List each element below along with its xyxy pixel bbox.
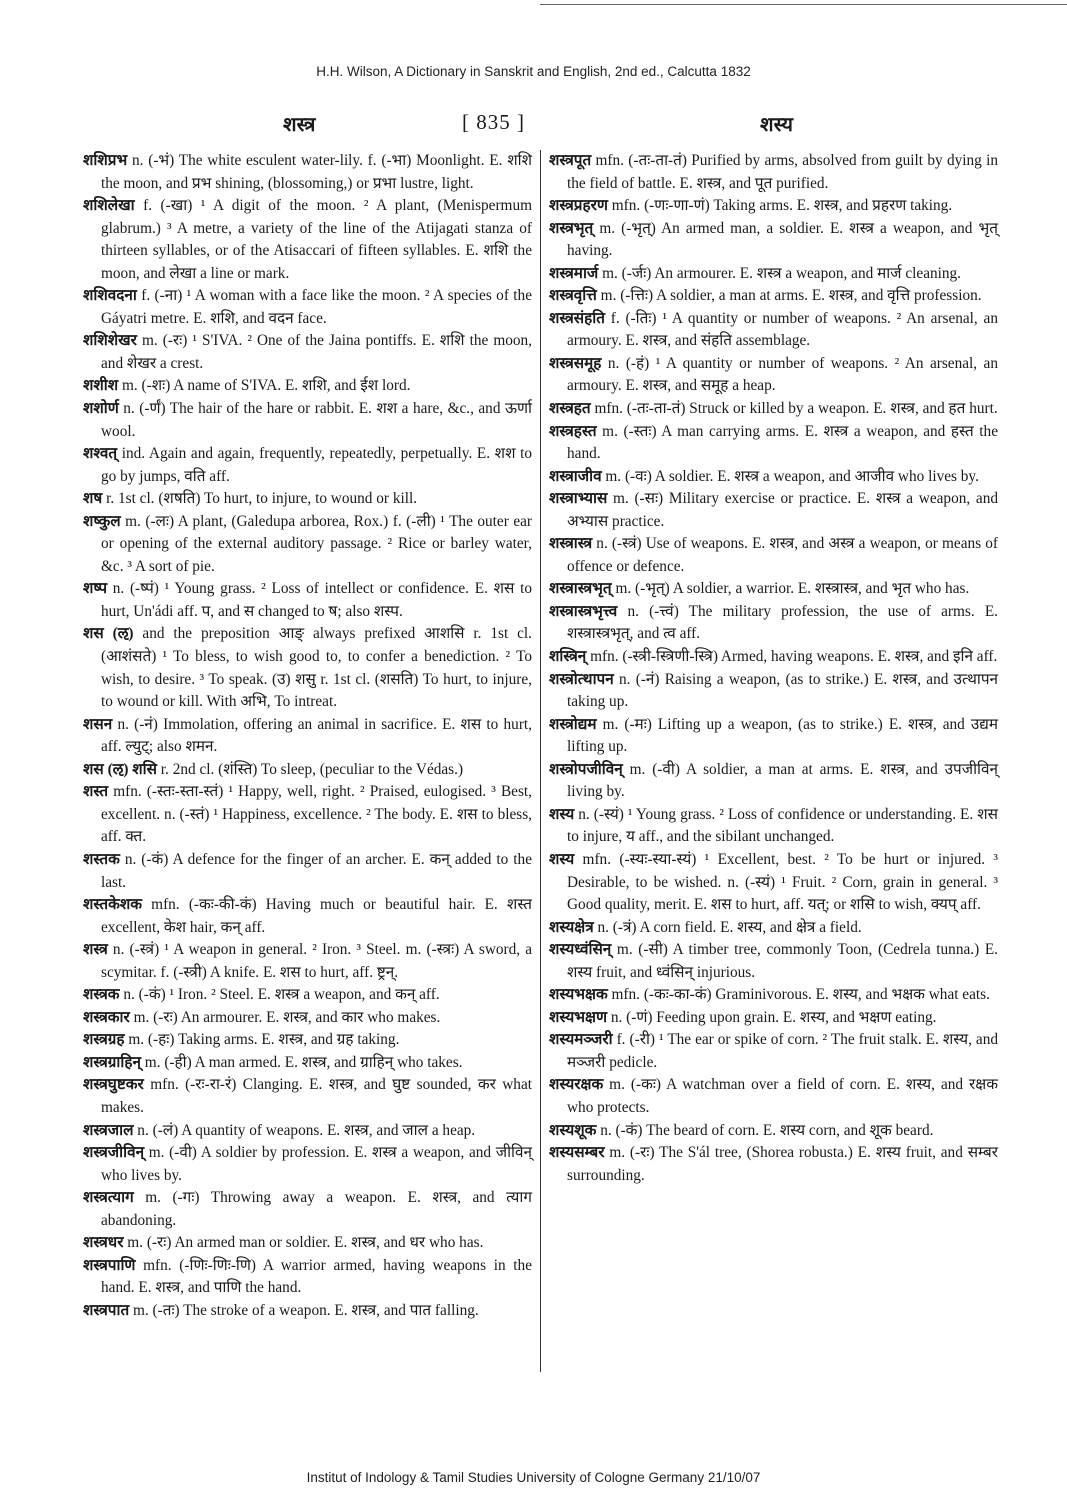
entry-definition: m. (-वः) A soldier. E. शस्त्र a weapon, and आजीव who lives by.	[601, 467, 979, 485]
right-column	[549, 150, 998, 1187]
entry-definition: n. (-स्यं) ¹ Young grass. ² Loss of confidence or understanding. E. शस to injure, य aff., and the sibilant unchanged.	[567, 805, 998, 846]
dictionary-entry	[83, 1007, 532, 1030]
entry-headword: शस्यक्षेत्र	[549, 918, 594, 936]
running-head-right: शस्य	[760, 114, 793, 136]
entry-headword: शस्त्रपाणि	[83, 1256, 136, 1274]
entry-headword: शस्तकेशक	[83, 896, 142, 914]
entry-definition: m. (-शः) A name of S'IVA. E. शशि, and ईश lord.	[118, 377, 411, 395]
entry-definition: m. (-कः) A watchman over a field of corn. E. शस्य, and रक्षक who protects.	[567, 1076, 998, 1116]
dictionary-entry	[549, 578, 998, 601]
dictionary-entry	[83, 1187, 532, 1232]
entry-headword: शशिलेखा	[83, 197, 135, 215]
entry-definition: f. (-ना) ¹ A woman with a face like the moon. ² A species of the Gáyatri metre. E. शशि, and वदन face.	[101, 287, 532, 327]
entry-headword: शस्त्रकार	[83, 1008, 130, 1026]
dictionary-entry	[549, 398, 998, 421]
entry-headword: शस (ऌ)	[83, 625, 134, 643]
dictionary-entry	[549, 263, 998, 286]
dictionary-entry	[83, 1074, 532, 1119]
entry-headword: शशिशेखर	[83, 332, 137, 350]
entry-headword: शस्त्रमार्ज	[549, 264, 599, 282]
entry-definition: n. (-ष्पं) ¹ Young grass. ² Loss of intellect or confidence. E. शस to hurt, Un'ádi aff. प, and स changed to ष; also शस्प.	[101, 580, 532, 620]
entry-definition: n. (-कं) The beard of corn. E. शस्य corn, and शूक beard.	[596, 1121, 934, 1139]
entry-headword: शस्यमञ्जरी	[549, 1031, 613, 1049]
dictionary-entry	[83, 330, 532, 375]
dictionary-entry	[549, 939, 998, 984]
dictionary-entry	[83, 375, 532, 398]
source-line: H.H. Wilson, A Dictionary in Sanskrit and English, 2nd ed., Calcutta 1832	[316, 64, 751, 79]
dictionary-entry	[83, 1120, 532, 1143]
dictionary-entry	[549, 1120, 998, 1143]
dictionary-entry	[83, 781, 532, 849]
dictionary-entry	[83, 285, 532, 330]
entry-headword: शस्त्रप्रहरण	[549, 197, 608, 215]
dictionary-entry	[549, 1007, 998, 1030]
dictionary-entry	[83, 1232, 532, 1255]
entry-definition: mfn. (-णिः-णिः-णि) A warrior armed, having weapons in the hand. E. शस्त्र, and पाणि the hand.	[101, 1256, 532, 1297]
entry-headword: शश्वत्	[83, 445, 118, 463]
entry-headword: शसन	[83, 715, 113, 733]
entry-definition: f. (-री) ¹ The ear or spike of corn. ² The fruit stalk. E. शस्य, and मञ्जरी pedicle.	[567, 1031, 998, 1071]
dictionary-entry	[83, 150, 532, 195]
entry-definition: and the preposition आङ् always prefixed आशसि r. 1st cl. (आशंसते) ¹ To bless, to wish good to, to confer a benediction. ² To wish, to desire. ³ To speak. (उ) शसु r. 1st cl. (शसति) To hurt, to injure, to wound or kill. With अभि, To intreat.	[101, 625, 532, 711]
dictionary-entry	[549, 849, 998, 917]
entry-definition: mfn. (-णः-णा-णं) Taking arms. E. शस्त्र, and प्रहरण taking.	[607, 197, 953, 215]
dictionary-entry	[549, 353, 998, 398]
entry-headword: शष्कुल	[83, 512, 121, 530]
entry-headword: शष	[83, 490, 103, 508]
entry-headword: शस्त्रोत्थापन	[549, 670, 614, 688]
entry-definition: m. (-ही) A man armed. E. शस्त्र, and ग्राहिन् who takes.	[140, 1053, 463, 1071]
dictionary-entry	[83, 443, 532, 488]
dictionary-entry	[83, 894, 532, 939]
dictionary-entry	[549, 601, 998, 646]
entry-definition: n. (-नं) Immolation, offering an animal in sacrifice. E. शस to hurt, aff. ल्युट्; also शमन.	[101, 715, 532, 756]
dictionary-entry	[83, 488, 532, 511]
entry-headword: शस्त्रास्त्र	[549, 535, 593, 553]
entry-definition: m. (-त्तिः) A soldier, a man at arms. E. शस्त्र, and वृत्ति profession.	[596, 287, 982, 305]
entry-headword: शस्यसम्बर	[549, 1144, 605, 1162]
dictionary-entry	[83, 939, 532, 984]
left-column	[83, 150, 532, 1322]
dictionary-entry	[83, 849, 532, 894]
dictionary-entry	[549, 308, 998, 353]
dictionary-entry	[549, 421, 998, 466]
entry-definition: n. (-स्त्रं) Use of weapons. E. शस्त्र, and अस्त्र a weapon, or means of offence or defence.	[567, 535, 998, 575]
entry-headword: शस्त्रपात	[83, 1301, 130, 1319]
entry-headword: शस्त्रजाल	[83, 1121, 134, 1139]
entry-definition: mfn. (-तः-ता-तं) Purified by arms, absolved from guilt by dying in the field of battle. E. शस्त्र, and पूत purified.	[567, 152, 998, 192]
dictionary-entry	[549, 1142, 998, 1187]
dictionary-entry	[83, 623, 532, 713]
entry-definition: m. (-भृत्) A soldier, a warrior. E. शस्त्रास्त्र, and भृत who has.	[611, 580, 970, 598]
top-rule	[540, 4, 1067, 5]
dictionary-entry	[549, 533, 998, 578]
entry-definition: mfn. (-रः-रा-रं) Clanging. E. शस्त्र, and घुष्ट sounded, कर what makes.	[101, 1076, 532, 1116]
entry-headword: शस्त्रसमूह	[549, 354, 602, 372]
entry-headword: शस्त्रग्राहिन्	[83, 1053, 141, 1071]
entry-headword: शस्य	[549, 805, 575, 823]
entry-definition: m. (-रः) ¹ S'IVA. ² One of the Jaina pontiffs. E. शशि the moon, and शेखर a crest.	[101, 332, 532, 372]
entry-headword: शशीश	[83, 377, 119, 395]
entry-definition: n. (-लं) A quantity of weapons. E. शस्त्र, and जाल a heap.	[133, 1121, 476, 1139]
column-divider	[540, 150, 541, 1372]
entry-definition: m. (-वी) A soldier by profession. E. शस्त्र a weapon, and जीविन् who lives by.	[101, 1144, 532, 1184]
entry-definition: n. (-णं) Feeding upon grain. E. शस्य, and भक्षण eating.	[607, 1008, 937, 1026]
entry-definition: n. (-त्रं) A corn field. E. शस्य, and क्षेत्र a field.	[593, 918, 862, 936]
entry-headword: शस (ऌ) शसि	[83, 760, 157, 778]
entry-headword: शस्त्रपूत	[549, 152, 592, 169]
entry-headword: शस्त्रत्याग	[83, 1189, 134, 1207]
entry-headword: शस्त्रवृत्ति	[549, 287, 597, 305]
entry-definition: m. (-मः) Lifting up a weapon, (as to strike.) E. शस्त्र, and उद्यम lifting up.	[567, 715, 998, 756]
entry-definition: m. (-स्तः) A man carrying arms. E. शस्त्र a weapon, and हस्त the hand.	[567, 422, 998, 463]
entry-definition: ind. Again and again, frequently, repeatedly, perpetually. E. शश to go by jumps, वति aff.	[101, 445, 532, 485]
dictionary-entry	[83, 984, 532, 1007]
entry-headword: शस्यध्वंसिन्	[549, 941, 612, 959]
entry-definition: n. (-स्त्रं) ¹ A weapon in general. ² Iron. ³ Steel. m. (-स्त्रः) A sword, a scymitar. f. (-स्त्री) A knife. E. शस to hurt, aff. ष्ट्रन्.	[101, 941, 532, 981]
entry-headword: शस्त्रधर	[83, 1234, 124, 1252]
running-head-left: शस्त्र	[283, 114, 316, 136]
entry-definition: m. (-सी) A timber tree, commonly Toon, (Cedrela tunna.) E. शस्य fruit, and ध्वंसिन् injurious.	[567, 941, 998, 981]
entry-definition: r. 1st cl. (शषति) To hurt, to injure, to wound or kill.	[102, 490, 418, 508]
entry-definition: n. (-र्णं) The hair of the hare or rabbit. E. शश a hare, &c., and ऊर्णा wool.	[101, 400, 532, 440]
dictionary-entry	[83, 1142, 532, 1187]
dictionary-entry	[83, 759, 532, 782]
entry-definition: mfn. (-स्त्री-स्त्रिणी-स्त्रि) Armed, having weapons. E. शस्त्र, and इनि aff.	[586, 648, 998, 666]
dictionary-entry	[83, 714, 532, 759]
entry-definition: m. (-भृत्) An armed man, a soldier. E. शस्त्र a weapon, and भृत् having.	[567, 219, 998, 260]
entry-definition: mfn. (-कः-की-कं) Having much or beautiful hair. E. शस्त excellent, केश hair, कन् aff.	[101, 896, 532, 936]
dictionary-entry	[549, 917, 998, 940]
entry-headword: शस्त्रोद्यम	[549, 715, 597, 733]
dictionary-entry	[549, 714, 998, 759]
entry-definition: m. (-तः) The stroke of a weapon. E. शस्त्र, and पात falling.	[129, 1301, 479, 1319]
entry-headword: शस्त्राभ्यास	[549, 490, 608, 508]
dictionary-entry	[549, 759, 998, 804]
dictionary-entry	[83, 1300, 532, 1323]
dictionary-entry	[83, 1052, 532, 1075]
entry-headword: शस्त्रघुष्टकर	[83, 1076, 144, 1094]
dictionary-entry	[83, 578, 532, 623]
dictionary-entry	[549, 1029, 998, 1074]
entry-definition: mfn. (-तः-ता-तं) Struck or killed by a weapon. E. शस्त्र, and हत hurt.	[590, 400, 998, 418]
entry-headword: शस्त	[83, 783, 109, 801]
entry-headword: शस्त्रोपजीविन्	[549, 760, 623, 778]
page-number: [ 835 ]	[462, 110, 525, 134]
entry-definition: m. (-लः) A plant, (Galedupa arborea, Rox.) f. (-ली) ¹ The outer ear or opening of the external auditory passage. ² Rice or barley water, &c. ³ A sort of pie.	[101, 512, 532, 575]
entry-definition: n. (-कं) A defence for the finger of an archer. E. कन् added to the last.	[101, 850, 532, 891]
entry-headword: शस्त्रहत	[549, 400, 591, 418]
entry-definition: r. 2nd cl. (शंस्ति) To sleep, (peculiar to the Védas.)	[156, 760, 464, 778]
dictionary-entry	[83, 398, 532, 443]
dictionary-entry	[549, 984, 998, 1007]
entry-definition: n. (-कं) ¹ Iron. ² Steel. E. शस्त्र a weapon, and कन् aff.	[119, 986, 440, 1004]
entry-headword: शस्य	[549, 850, 575, 868]
entry-definition: m. (-गः) Throwing away a weapon. E. शस्त्र, and त्याग abandoning.	[101, 1189, 532, 1229]
entry-headword: शस्यभक्षक	[549, 986, 608, 1004]
entry-definition: n. (-नं) Raising a weapon, (as to strike.) E. शस्त्र, and उत्थापन taking up.	[567, 670, 998, 711]
entry-headword: शष्प	[83, 580, 108, 598]
entry-headword: शस्यभक्षण	[549, 1008, 608, 1026]
entry-definition: n. (-त्त्वं) The military profession, the use of arms. E. शस्त्रास्त्रभृत्, and त्व aff.	[567, 602, 998, 643]
entry-headword: शस्तक	[83, 850, 120, 868]
entry-headword: शस्त्र	[83, 941, 108, 959]
entry-headword: शस्त्रास्त्रभृत्	[549, 580, 612, 598]
dictionary-entry	[549, 804, 998, 849]
entry-headword: शस्त्रास्त्रभृत्त्व	[549, 602, 618, 620]
entry-definition: mfn. (-स्तः-स्ता-स्तं) ¹ Happy, well, right. ² Praised, eulogised. ³ Best, excellent. n. (-स्तं) ¹ Happiness, excellence. ² The body. E. शस to bless, aff. क्त.	[101, 783, 532, 846]
entry-headword: शस्त्राजीव	[549, 467, 602, 485]
entry-definition: mfn. (-स्यः-स्या-स्यं) ¹ Excellent, best. ² To be hurt or injured. ³ Desirable, to be wished. n. (-स्यं) ¹ Fruit. ² Corn, grain in general. ³ Good quality, merit. E. शस to hurt, aff. यत्; or शसि to wish, क्यप् aff.	[567, 850, 998, 914]
entry-definition: f. (-तिः) ¹ A quantity or number of weapons. ² An arsenal, an armoury. E. शस्त्र, and संहति assemblage.	[567, 309, 998, 350]
dictionary-entry	[83, 1255, 532, 1300]
dictionary-entry	[549, 669, 998, 714]
dictionary-entry	[549, 466, 998, 489]
dictionary-entry	[549, 285, 998, 308]
entry-definition: m. (-र्जः) An armourer. E. शस्त्र a weapon, and मार्ज cleaning.	[598, 264, 961, 282]
entry-definition: f. (-खा) ¹ A digit of the moon. ² A plant, (Menispermum glabrum.) ³ A metre, a variety of the line of the Atijagati stanza of thirteen syllables, or of the Atisaccari of fifteen syllables. E. शशि the moon, and लेखा a line or mark.	[101, 197, 532, 282]
dictionary-entry	[549, 488, 998, 533]
footer-credit: Institut of Indology & Tamil Studies University of Cologne Germany 21/10/07	[306, 1470, 761, 1485]
dictionary-entry	[549, 646, 998, 669]
entry-headword: शस्त्रजीविन्	[83, 1144, 145, 1162]
entry-headword: शशिप्रभ	[83, 152, 128, 169]
entry-definition: mfn. (-कः-का-कं) Graminivorous. E. शस्य, and भक्षक what eats.	[607, 986, 990, 1004]
entry-headword: शस्त्रसंहति	[549, 309, 605, 327]
dictionary-entry	[549, 218, 998, 263]
entry-headword: शस्त्रग्रह	[83, 1031, 125, 1049]
dictionary-entry	[549, 1074, 998, 1119]
entry-definition: m. (-वी) A soldier, a man at arms. E. शस्त्र, and उपजीविन् living by.	[567, 760, 998, 801]
entry-headword: शस्त्रहस्त	[549, 422, 597, 440]
entry-definition: n. (-भं) The white esculent water-lily. f. (-भा) Moonlight. E. शशि the moon, and प्रभ shining, (blossoming,) or प्रभा lustre, light.	[101, 152, 532, 192]
dictionary-entry	[549, 150, 998, 195]
entry-headword: शस्यरक्षक	[549, 1076, 604, 1094]
entry-headword: शशोर्ण	[83, 400, 119, 418]
entry-headword: शस्यशूक	[549, 1121, 597, 1139]
dictionary-entry	[549, 195, 998, 218]
entry-definition: m. (-रः) The S'ál tree, (Shorea robusta.) E. शस्य fruit, and सम्बर surrounding.	[567, 1144, 998, 1184]
entry-headword: शशिवदना	[83, 287, 137, 305]
entry-definition: m. (-हः) Taking arms. E. शस्त्र, and ग्रह taking.	[124, 1031, 400, 1049]
entry-headword: शस्त्रिन्	[549, 648, 587, 666]
entry-headword: शस्त्रक	[83, 986, 120, 1004]
entry-definition: m. (-सः) Military exercise or practice. E. शस्त्र a weapon, and अभ्यास practice.	[567, 490, 998, 530]
entry-definition: m. (-रः) An armed man or soldier. E. शस्त्र, and धर who has.	[123, 1234, 484, 1252]
entry-definition: n. (-हं) ¹ A quantity or number of weapons. ² An arsenal, an armoury. E. शस्त्र, and समूह a heap.	[567, 354, 998, 395]
dictionary-entry	[83, 195, 532, 285]
dictionary-entry	[83, 511, 532, 579]
entry-headword: शस्त्रभृत्	[549, 219, 594, 237]
dictionary-entry	[83, 1029, 532, 1052]
entry-definition: m. (-रः) An armourer. E. शस्त्र, and कार who makes.	[129, 1008, 441, 1026]
